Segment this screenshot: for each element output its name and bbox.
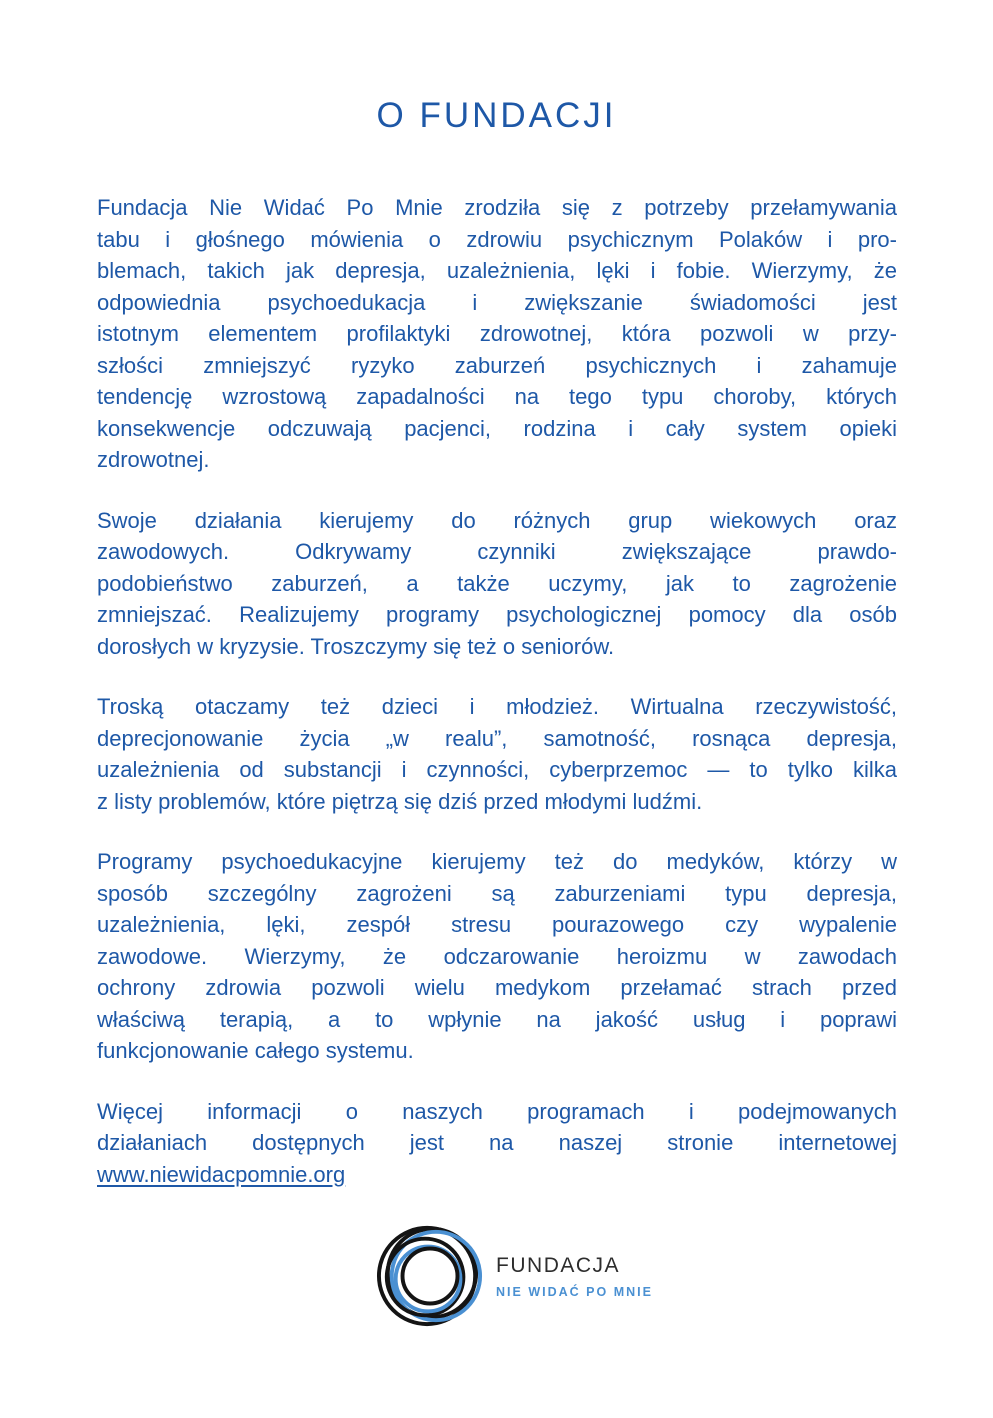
page-title: O FUNDACJI	[376, 96, 617, 135]
text-line: zawodowe. Wierzymy, że odczarowanie heroizmu w zawodach	[97, 943, 897, 969]
text-line: blemach, takich jak depresja, uzależnienia, lęki i fobie. Wierzymy, że	[97, 258, 897, 283]
foundation-logo-circles-icon	[376, 1219, 484, 1333]
text-line: Programy psychoedukacyjne kierujemy też do medyków, którzy w	[97, 849, 897, 874]
website-link[interactable]: www.niewidacpomnie.org	[97, 1161, 346, 1187]
text-line: podobieństwo zaburzeń, a także uczymy, jak to zagrożenie	[97, 570, 897, 596]
text-line: uzależnienia od substancji i czynności, cyberprzemoc — to tylko kilka	[97, 757, 897, 782]
paragraph	[97, 846, 897, 1067]
text-line: ochrony zdrowia pozwoli wielu medykom przełamać strach przed	[97, 975, 897, 1000]
text-line: dorosłych w kryzysie. Troszczymy się też o seniorów.	[97, 633, 615, 659]
text-line: właściwą terapią, a to wpłynie na jakość usług i poprawi	[97, 1006, 897, 1032]
text-line: tendencję wzrostową zapadalności na tego typu choroby, których	[97, 384, 897, 409]
foundation-logo-name: FUNDACJA	[496, 1253, 621, 1277]
text-line: uzależnienia, lęki, zespół stresu pourazowego czy wypalenie	[97, 912, 897, 937]
text-line: z listy problemów, które piętrzą się dziś przed młodymi ludźmi.	[97, 788, 703, 814]
foundation-logo	[18, 1219, 993, 1333]
text-line: zmniejszać. Realizujemy programy psychologicznej pomocy dla osób	[97, 602, 897, 627]
paragraph	[97, 691, 897, 817]
text-line: działaniach dostępnych jest na naszej stronie internetowej	[97, 1130, 897, 1155]
text-line: zawodowych. Odkrywamy czynniki zwiększające prawdo-	[97, 539, 897, 564]
text-line: konsekwencje odczuwają pacjenci, rodzina i cały system opieki	[97, 415, 897, 441]
text-line: Fundacja Nie Widać Po Mnie zrodziła się z potrzeby przełamywania	[97, 195, 897, 220]
text-line: Więcej informacji o naszych programach i podejmowanych	[97, 1098, 897, 1124]
text-line: tabu i głośnego mówienia o zdrowiu psychicznym Polaków i pro-	[97, 226, 897, 252]
text-line: odpowiednia psychoedukacja i zwiększanie świadomości jest	[97, 289, 897, 315]
text-line: Troską otaczamy też dzieci i młodzież. Wirtualna rzeczywistość,	[97, 694, 897, 719]
text-line: zdrowotnej.	[97, 447, 210, 472]
text-line: Swoje działania kierujemy do różnych grup wiekowych oraz	[97, 507, 897, 533]
foundation-logo-tagline: NIE WIDAĆ PO MNIE	[496, 1284, 653, 1299]
about-paragraphs	[97, 192, 897, 1190]
text-line: funkcjonowanie całego systemu.	[97, 1038, 414, 1063]
text-line: deprecjonowanie życia „w realu”, samotność, rosnąca depresja,	[97, 725, 897, 751]
text-line: sposób szczególny zagrożeni są zaburzeniami typu depresja,	[97, 880, 897, 906]
text-line: istotnym elementem profilaktyki zdrowotnej, która pozwoli w przy-	[97, 321, 897, 346]
foundation-logo-text	[496, 1254, 653, 1299]
text-line: szłości zmniejszyć ryzyko zaburzeń psychicznych i zahamuje	[97, 352, 897, 378]
paragraph	[97, 192, 897, 476]
paragraph	[97, 1096, 897, 1191]
paragraph	[97, 505, 897, 663]
